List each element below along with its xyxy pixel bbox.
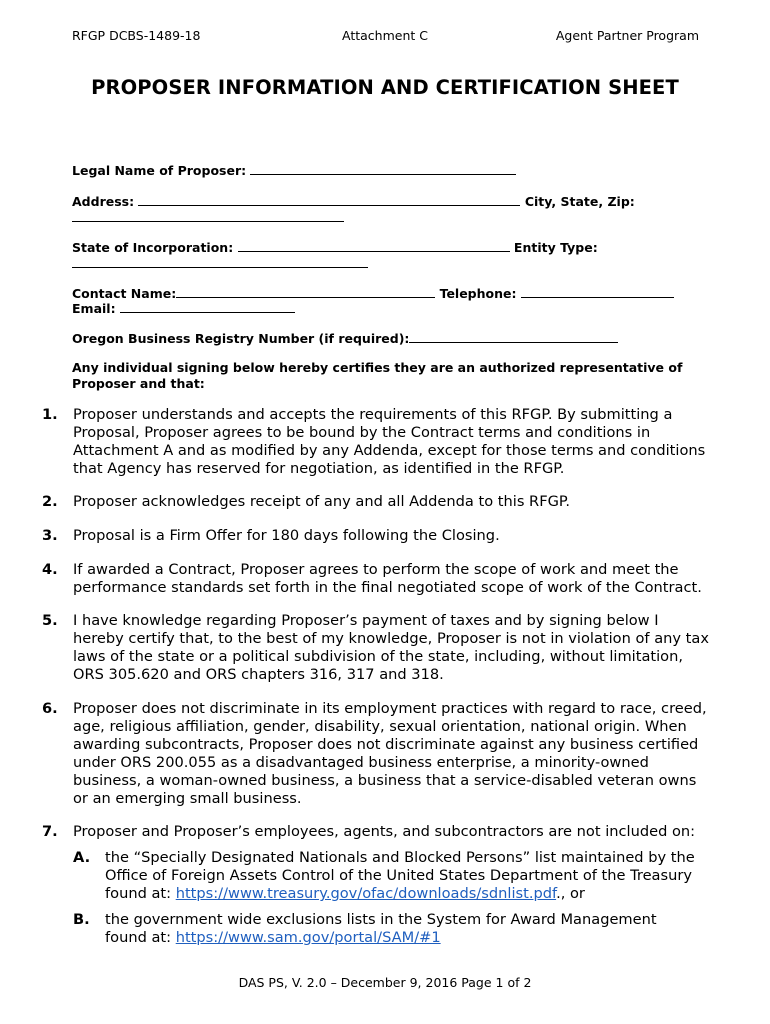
address-row bbox=[72, 193, 635, 209]
address-label: Address: bbox=[72, 194, 135, 209]
state-incorporation-line[interactable] bbox=[238, 239, 510, 252]
sub-item-text bbox=[105, 849, 695, 903]
sub-item-text-before: the government wide exclusions lists in the System for Award Management found at: bbox=[105, 911, 657, 946]
sub-item-text-before: the “Specially Designated Nationals and Blocked Persons” list maintained by the Office of Foreign Assets Control of the United States Department of the Treasury found at: bbox=[105, 849, 695, 902]
email-label: Email: bbox=[72, 301, 116, 316]
item-number: 2. bbox=[42, 493, 58, 510]
registry-row bbox=[72, 330, 618, 346]
page-footer: DAS PS, V. 2.0 – December 9, 2016 Page 1 of 2 bbox=[238, 975, 532, 990]
state-incorporation-row bbox=[72, 239, 598, 255]
entity-type-row bbox=[72, 255, 368, 271]
header-rfgp-number: RFGP DCBS-1489-18 bbox=[72, 28, 201, 43]
sub-item-letter: A. bbox=[73, 849, 91, 866]
item-number: 6. bbox=[42, 700, 58, 717]
item-text: Proposer does not discriminate in its employment practices with regard to race, creed, age, religious affiliation, gender, disability, sexual orientation, national origin. When awarding subcontracts, Proposer does not discriminate against any business certified under ORS 200.055 as a disadvantaged business enterprise, a minority-owned business, a woman-owned business, a business that a service-disabled veteran owns or an emerging small business. bbox=[73, 700, 707, 807]
entity-type-line[interactable] bbox=[72, 255, 368, 268]
sam-portal-link[interactable]: https://www.sam.gov/portal/SAM/#1 bbox=[175, 929, 441, 946]
legal-name-row bbox=[72, 162, 516, 178]
registry-number-label: Oregon Business Registry Number (if required): bbox=[72, 331, 410, 346]
page-header bbox=[72, 28, 698, 46]
email-line[interactable] bbox=[120, 300, 295, 313]
registry-number-line[interactable] bbox=[409, 330, 618, 343]
telephone-label: Telephone: bbox=[439, 286, 517, 301]
entity-type-label: Entity Type: bbox=[513, 240, 598, 255]
sub-item-text bbox=[105, 911, 695, 947]
header-attachment: Attachment C bbox=[342, 28, 428, 43]
contact-name-label: Contact Name: bbox=[72, 286, 177, 301]
item-text: Proposer and Proposer’s employees, agents, and subcontractors are not included on: bbox=[73, 823, 696, 840]
item-text: Proposer acknowledges receipt of any and all Addenda to this RFGP. bbox=[73, 493, 571, 510]
legal-name-line[interactable] bbox=[250, 162, 516, 175]
address-line[interactable] bbox=[138, 193, 520, 206]
telephone-line[interactable] bbox=[521, 285, 674, 298]
ofac-sdn-list-link[interactable]: https://www.treasury.gov/ofac/downloads/sdnlist.pdf bbox=[175, 885, 557, 902]
item-text: Proposer understands and accepts the requirements of this RFGP. By submitting a Proposal, Proposer agrees to be bound by the Contract terms and conditions in Attachment A and as modified by any Addenda, except for those terms and conditions that Agency has reserved for negotiation, as identified in the RFGP. bbox=[73, 406, 706, 477]
certify-intro: Any individual signing below hereby certifies they are an authorized representative of Proposer and that: bbox=[72, 360, 683, 391]
item-text: If awarded a Contract, Proposer agrees to perform the scope of work and meet the performance standards set forth in the final negotiated scope of work of the Contract. bbox=[73, 561, 702, 596]
sub-item-text-after: ., or bbox=[556, 885, 585, 902]
header-program: Agent Partner Program bbox=[555, 28, 699, 43]
item-number: 7. bbox=[42, 823, 58, 840]
item-text: I have knowledge regarding Proposer’s payment of taxes and by signing below I hereby certify that, to the best of my knowledge, Proposer is not in violation of any tax laws of the state or a political subdivision of the state, including, without limitation, ORS 305.620 and ORS chapters 316, 317 and 318. bbox=[73, 612, 709, 683]
item-text: Proposal is a Firm Offer for 180 days following the Closing. bbox=[73, 527, 500, 544]
city-state-zip-label: City, State, Zip: bbox=[524, 194, 635, 209]
item-number: 3. bbox=[42, 527, 58, 544]
city-state-zip-row bbox=[72, 209, 344, 225]
email-row bbox=[72, 300, 295, 316]
item-number: 1. bbox=[42, 406, 58, 423]
sub-item-letter: B. bbox=[73, 911, 90, 928]
state-incorporation-label: State of Incorporation: bbox=[72, 240, 234, 255]
legal-name-label: Legal Name of Proposer: bbox=[72, 163, 247, 178]
item-number: 5. bbox=[42, 612, 58, 629]
item-number: 4. bbox=[42, 561, 58, 578]
city-state-zip-line[interactable] bbox=[72, 209, 344, 222]
contact-name-line[interactable] bbox=[176, 285, 435, 298]
contact-row bbox=[72, 285, 674, 301]
page-title: PROPOSER INFORMATION AND CERTIFICATION SHEET bbox=[91, 76, 679, 99]
